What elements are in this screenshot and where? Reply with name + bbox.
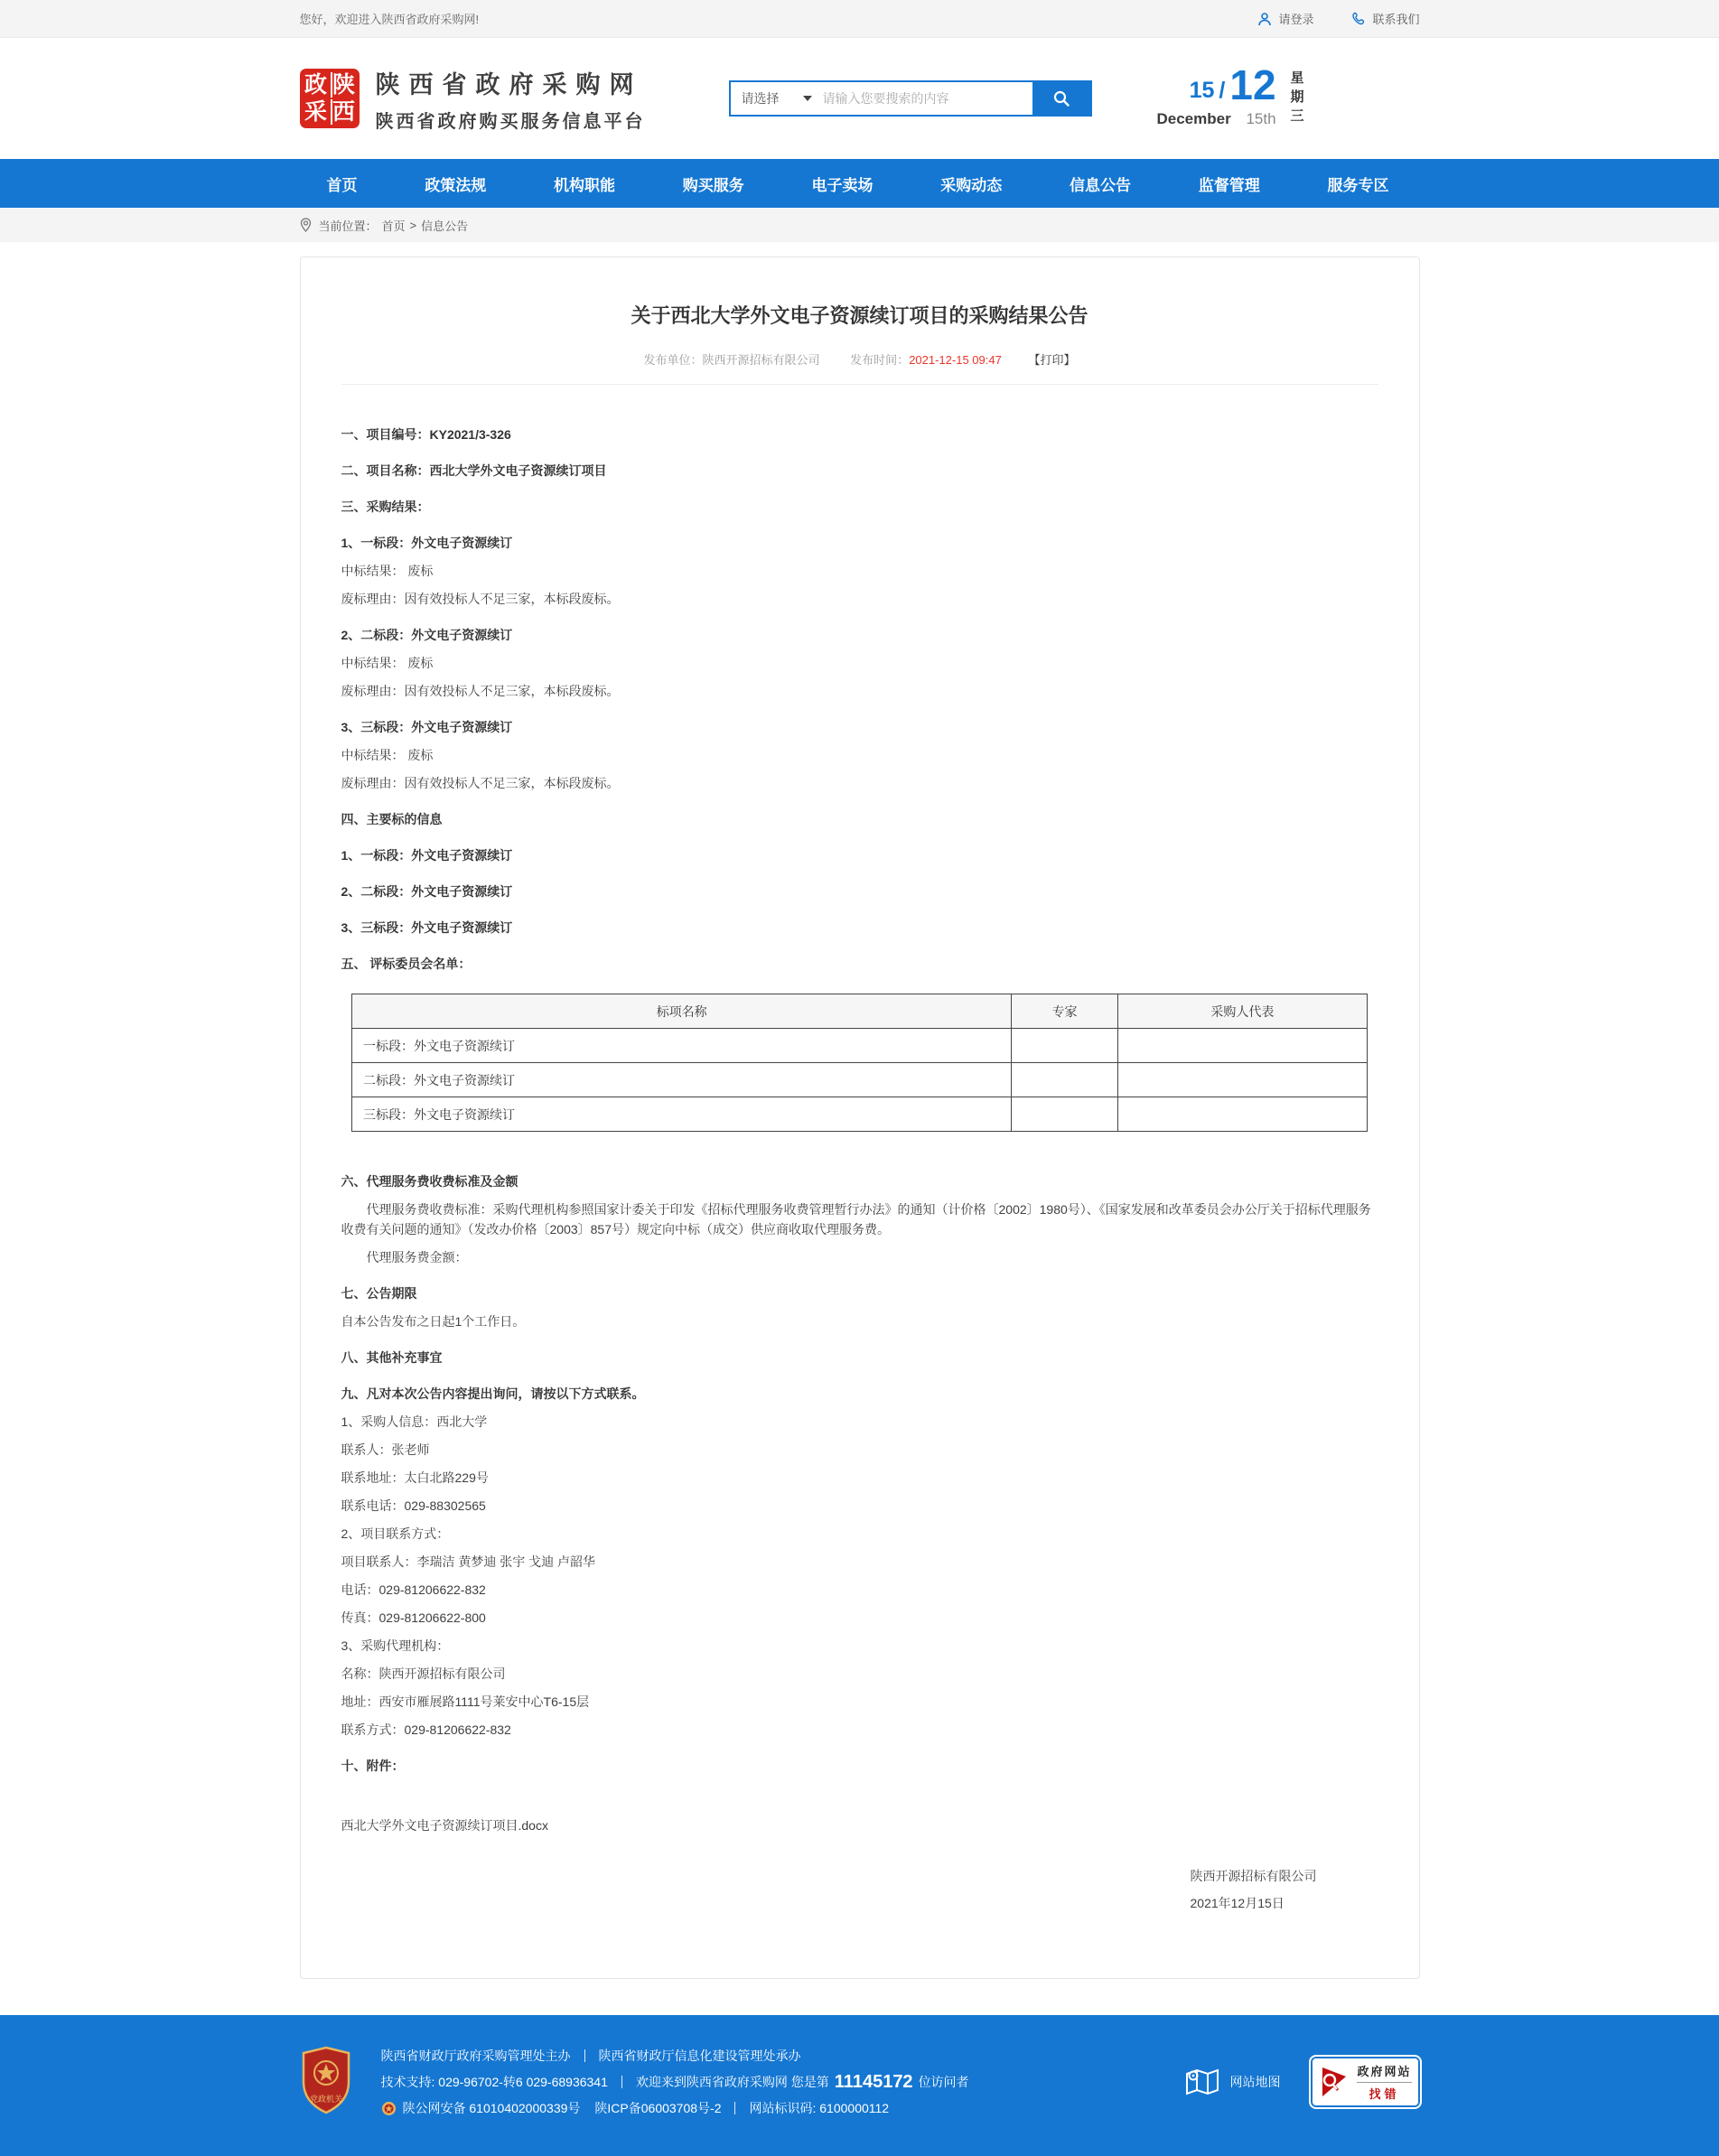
cell-lot-name: 一标段：外文电子资源续订 [351, 1029, 1011, 1063]
article-paragraph: 四、主要标的信息 [341, 812, 443, 826]
article-paragraph: 联系电话：029-88302565 [341, 1498, 486, 1513]
logo-char: 陕 [331, 72, 356, 98]
article-body-top [341, 425, 1378, 974]
search-category-select[interactable] [731, 82, 821, 115]
welcome-text: 您好，欢迎进入陕西省政府采购网! [299, 13, 480, 26]
cell-purchaser-rep [1117, 1097, 1367, 1132]
footer-beian: 陕公网安备 61010402000339号 [402, 2101, 581, 2115]
article-paragraph: 中标结果： 废标 [341, 748, 434, 762]
table-header-cell: 专家 [1012, 994, 1117, 1029]
footer-org-operator: 陕西省财政厅信息化建设管理处承办 [598, 2049, 801, 2063]
article-paragraph: 联系人：张老师 [341, 1442, 430, 1457]
article-paragraph: 2、二标段：外文电子资源续订 [341, 884, 513, 899]
article-paragraph: 九、凡对本次公告内容提出询问，请按以下方式联系。 [341, 1386, 645, 1401]
sitemap-label: 网站地图 [1229, 2075, 1281, 2089]
search-icon [1052, 89, 1070, 107]
logo-char: 政 [304, 71, 327, 98]
footer-org-line [381, 2047, 969, 2065]
article-paragraph: 1、一标段：外文电子资源续订 [341, 848, 513, 863]
print-button[interactable]: 【打印】 [1028, 353, 1076, 367]
article-paragraph: 1、采购人信息：西北大学 [341, 1414, 488, 1429]
party-government-emblem [300, 2046, 352, 2119]
search-input[interactable] [821, 82, 1032, 115]
divider [621, 2076, 622, 2088]
error-report-flag-icon [1319, 2064, 1350, 2100]
login-link[interactable] [1257, 10, 1313, 27]
article-paragraph: 2、二标段：外文电子资源续订 [341, 628, 513, 642]
footer-site-code: 网站标识码: 6100000112 [749, 2101, 890, 2115]
nav-item[interactable]: 监督管理 [1198, 176, 1260, 194]
contact-link[interactable] [1351, 10, 1419, 27]
nav-item[interactable]: 电子卖场 [811, 176, 874, 194]
breadcrumb-label: 当前位置： [318, 219, 378, 233]
nav-item[interactable]: 服务专区 [1327, 176, 1389, 194]
footer [0, 2015, 1719, 2156]
date-month-name: December [1156, 110, 1231, 128]
table-row [351, 1029, 1367, 1063]
table-row [351, 1097, 1367, 1132]
nav-item[interactable]: 政策法规 [425, 176, 487, 194]
article-paragraph: 废标理由：因有效投标人不足三家，本标段废标。 [341, 684, 620, 698]
table-header-cell: 标项名称 [351, 994, 1011, 1029]
evaluation-committee-table [351, 994, 1368, 1132]
article-paragraph: 七、公告期限 [341, 1286, 417, 1301]
table-header-cell: 采购人代表 [1117, 994, 1367, 1029]
publisher-label: 发布单位： [643, 353, 703, 367]
table-row [351, 1063, 1367, 1097]
search-bar [729, 80, 1092, 117]
main-content [0, 242, 1719, 2015]
article-paragraph: 电话：029-81206622-832 [341, 1582, 486, 1597]
article-paragraph: 六、代理服务费收费标准及金额 [341, 1174, 519, 1189]
article-paragraph: 2、项目联系方式： [341, 1526, 450, 1541]
article-paragraph: 联系方式：029-81206622-832 [341, 1722, 511, 1737]
topbar [0, 0, 1719, 38]
contact-label: 联系我们 [1372, 13, 1420, 26]
divider [584, 2049, 585, 2062]
logo-char: 西 [331, 99, 356, 125]
nav-item[interactable]: 机构职能 [554, 176, 615, 194]
gov-site-error-report-badge[interactable] [1311, 2057, 1419, 2107]
user-icon [1257, 12, 1272, 26]
article-paragraph: 地址：西安市雁展路1111号莱安中心T6-15层 [341, 1694, 590, 1709]
publish-time: 2021-12-15 09:47 [909, 353, 1002, 367]
nav-item[interactable]: 首页 [326, 176, 358, 194]
footer-welcome-prefix: 欢迎来到陕西省政府采购网 您是第 [635, 2075, 829, 2089]
breadcrumb [300, 208, 1420, 242]
breadcrumb-home[interactable]: 首页 [381, 219, 406, 233]
logo-char: 采 [304, 98, 327, 125]
footer-record-line [381, 2099, 969, 2117]
site-header [0, 38, 1719, 159]
article-meta [341, 350, 1378, 385]
cell-expert [1012, 1063, 1117, 1097]
location-pin-icon [300, 218, 312, 232]
article-body-bottom [341, 1171, 1378, 1776]
article-paragraph: 3、采购代理机构： [341, 1638, 450, 1653]
breadcrumb-bar [0, 208, 1719, 242]
nav-item[interactable]: 采购动态 [940, 176, 1003, 194]
site-name: 陕西省政府采购网 [375, 70, 643, 98]
page-title: 关于西北大学外文电子资源续订项目的采购结果公告 [631, 304, 1088, 327]
article-paragraph: 自本公告发布之日起1个工作日。 [341, 1314, 526, 1329]
visitor-count: 11145172 [834, 2072, 913, 2092]
sitemap-link[interactable] [1184, 2067, 1280, 2097]
breadcrumb-current[interactable]: 信息公告 [421, 219, 469, 233]
nav-item[interactable]: 信息公告 [1070, 176, 1131, 194]
date-widget [1156, 61, 1306, 129]
breadcrumb-separator: > [409, 218, 417, 232]
chevron-down-icon [803, 96, 812, 101]
article-paragraph: 3、三标段：外文电子资源续订 [341, 920, 513, 935]
article-paragraph: 项目联系人：李瑞洁 黄梦迪 张宇 戈迪 卢韶华 [341, 1554, 596, 1569]
footer-welcome-suffix: 位访问者 [918, 2075, 969, 2089]
search-category-label: 请选择 [741, 91, 780, 106]
article-paragraph: 传真：029-81206622-800 [341, 1610, 486, 1625]
article-paragraph: 三、采购结果： [341, 499, 430, 514]
article-card [300, 257, 1420, 1979]
police-badge-icon [381, 2101, 397, 2116]
phone-icon [1351, 12, 1366, 26]
divider [734, 2102, 735, 2114]
footer-tech-support: 技术支持: 029-96702-转6 029-68936341 [380, 2075, 608, 2089]
cell-lot-name: 二标段：外文电子资源续订 [351, 1063, 1011, 1097]
footer-support-line [381, 2073, 969, 2091]
article-paragraph: 联系地址：太白北路229号 [341, 1470, 489, 1485]
date-month: 12 [1229, 61, 1276, 108]
badge-line2: 找错 [1357, 2082, 1411, 2102]
article-paragraph: 二、项目名称：西北大学外文电子资源续订项目 [341, 463, 607, 478]
article-paragraph: 废标理由：因有效投标人不足三家，本标段废标。 [341, 776, 620, 790]
publish-time-label: 发布时间： [850, 353, 910, 367]
footer-icp: 陕ICP备06003708号-2 [594, 2101, 722, 2115]
article-paragraph: 中标结果： 废标 [341, 656, 434, 670]
article-paragraph: 3、三标段：外文电子资源续订 [341, 720, 513, 734]
search-button[interactable] [1032, 82, 1090, 115]
nav-item[interactable]: 购买服务 [682, 176, 744, 194]
login-label: 请登录 [1278, 13, 1314, 26]
badge-line1: 政府网站 [1357, 2065, 1412, 2078]
cell-expert [1012, 1097, 1117, 1132]
main-nav [0, 159, 1719, 208]
article-paragraph: 代理服务费收费标准：采购代理机构参照国家计委关于印发《招标代理服务收费管理暂行办法》的通知（计价格〔2002〕1980号）、《国家发展和改革委员会办公厅关于招标代理服务收费有关问题的通知》（发改办价格〔2003〕857号）规定向中标（成交）供应商收取代理服务费。 [341, 1202, 1371, 1237]
article-paragraph: 废标理由：因有效投标人不足三家，本标段废标。 [341, 592, 620, 606]
attachment-link[interactable]: 西北大学外文电子资源续订项目.docx [341, 1818, 548, 1833]
publisher: 陕西开源招标有限公司 [702, 353, 820, 367]
article-paragraph: 代理服务费金额： [366, 1250, 468, 1265]
article-paragraph: 1、一标段：外文电子资源续订 [341, 536, 513, 550]
signature-company: 陕西开源招标有限公司 [1190, 1869, 1317, 1883]
cell-purchaser-rep [1117, 1029, 1367, 1063]
date-day: 15 [1189, 78, 1215, 104]
site-logo [300, 69, 360, 128]
date-slash: / [1219, 78, 1226, 104]
article-paragraph: 十、附件： [341, 1759, 405, 1773]
sitemap-map-icon [1184, 2067, 1220, 2097]
cell-lot-name: 三标段：外文电子资源续订 [351, 1097, 1011, 1132]
article-paragraph: 名称：陕西开源招标有限公司 [341, 1666, 506, 1681]
signature-date: 2021年12月15日 [1190, 1896, 1285, 1910]
footer-org-host: 陕西省财政厅政府采购管理处主办 [380, 2049, 571, 2063]
article-paragraph: 中标结果： 废标 [341, 564, 434, 578]
article-signature [1191, 1866, 1317, 1913]
article-paragraph: 五、 评标委员会名单： [341, 957, 472, 971]
date-day-ordinal: 15th [1246, 110, 1276, 128]
cell-purchaser-rep [1117, 1063, 1367, 1097]
article-paragraph: 一、项目编号：KY2021/3-326 [341, 427, 511, 442]
emblem-label: 党政机关 [309, 2094, 342, 2104]
article-paragraph: 八、其他补充事宜 [341, 1350, 443, 1365]
cell-expert [1012, 1029, 1117, 1063]
date-weekday: 星期三 [1290, 70, 1304, 124]
site-subtitle: 陕西省政府购买服务信息平台 [375, 111, 646, 132]
